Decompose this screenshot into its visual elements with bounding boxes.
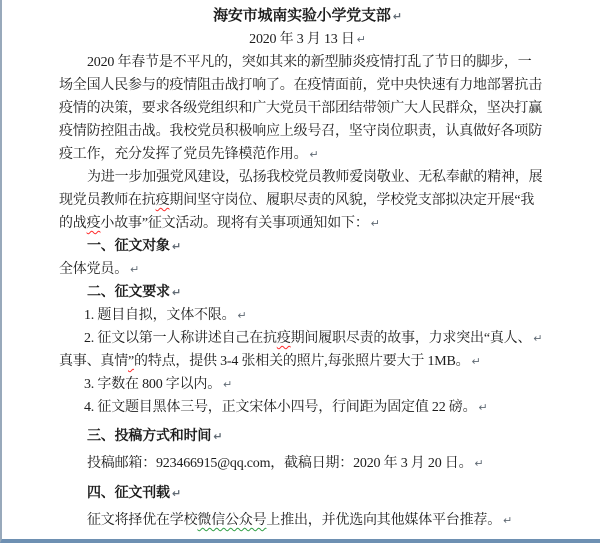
para1-line1 <box>59 51 556 74</box>
section-heading-4 <box>59 482 556 505</box>
text-run: 征文将择优在学校 <box>87 513 198 528</box>
paragraph-mark-icon: ↵ <box>213 430 223 443</box>
list-item-4 <box>59 396 556 419</box>
paragraph-mark-icon: ↵ <box>392 10 402 23</box>
list-item-3 <box>59 373 556 396</box>
paragraph-mark-icon: ↵ <box>370 217 380 230</box>
text-run: 为进一步加强党风建设，弘扬我校党员教师爱岗敬业、无私奉献的精神，展 <box>87 170 543 185</box>
text-run: 疫工作，充分发挥了党员先锋模范作用。 <box>59 147 308 162</box>
para1-line3 <box>59 97 556 120</box>
section4-body <box>59 509 556 532</box>
paragraph-mark-icon: ↵ <box>237 309 247 322</box>
text-run: 疫情的决策，要求各级党组织和广大党员干部团结带领广大人民群众，坚决打赢 <box>59 101 542 116</box>
text-run: 现党员教师在抗 <box>59 193 156 208</box>
paragraph-mark-icon: ↵ <box>171 240 182 253</box>
list-item-1 <box>59 304 556 327</box>
text-run: 2020 年 3 月 13 日 <box>249 32 355 47</box>
section-heading-1 <box>59 235 556 258</box>
para2-line3 <box>59 212 556 235</box>
text-run: 期间坚守岗位、履职尽责的风貌，学校党支部拟决定开展“我 <box>169 193 535 208</box>
text-run: 三、投稿方式和时间 <box>87 429 212 444</box>
text-run: 场全国人民参与的疫情阻击战打响了。在疫情面前，党中央快速有力地部署抗击 <box>59 78 542 93</box>
text-run: 投稿邮箱：923466915@qq.com，截稿日期：2020 年 3 月 20 日。 <box>87 456 473 471</box>
section-heading-2 <box>59 281 556 304</box>
para2-line1 <box>59 166 556 189</box>
text-run: 的特点，提供 3-4 张相关的照片,每张照片要大于 1MB。 <box>134 354 470 369</box>
text-run: 全体党员。 <box>59 262 128 277</box>
section1-body <box>59 258 556 281</box>
text-run: 二、征文要求 <box>87 285 170 300</box>
paragraph-mark-icon: ↵ <box>533 332 543 345</box>
spellcheck-flagged-text: 疫 <box>155 193 170 208</box>
text-run: 海安市城南实验小学党支部 <box>213 8 391 24</box>
paragraph-mark-icon: ↵ <box>171 286 182 299</box>
paragraph-mark-icon: ↵ <box>478 401 488 414</box>
para1-line2 <box>59 74 556 97</box>
paragraph-mark-icon: ↵ <box>474 457 484 470</box>
spellcheck-flagged-text: 疫 <box>86 216 101 231</box>
text-run: 期间履职尽责的故事，力求突出“真人、 <box>290 331 532 346</box>
spellcheck-flagged-text: ” <box>128 354 135 369</box>
paragraph-mark-icon: ↵ <box>471 355 481 368</box>
text-run: 2020 年春节是不平凡的，突如其来的新型肺炎疫情打乱了节日的脚步，一 <box>87 55 532 70</box>
text-run: 4. 征文题目黑体三号，正文宋体小四号，行间距为固定值 22 磅。 <box>84 400 477 415</box>
list-item-2-line1 <box>59 327 556 350</box>
text-run: 上推出，并优选向其他媒体平台推荐。 <box>266 513 502 528</box>
para1-line4 <box>59 120 556 143</box>
para1-line5 <box>59 143 556 166</box>
paragraph-mark-icon: ↵ <box>171 487 182 500</box>
section3-body <box>59 452 556 475</box>
paragraph-mark-icon: ↵ <box>356 33 366 46</box>
grammar-flagged-text: 微信公众号 <box>197 513 267 528</box>
paragraph-mark-icon: ↵ <box>503 514 513 527</box>
doc-date <box>59 28 556 51</box>
text-run: 真事、真情 <box>59 354 128 369</box>
text-run: 的战 <box>59 216 87 231</box>
text-run: 2. 征文以第一人称讲述自己在抗 <box>84 331 277 346</box>
section-heading-3 <box>59 425 556 448</box>
list-item-2-line2 <box>59 350 556 373</box>
text-run: 小故事”征文活动。现将有关事项通知如下： <box>100 216 369 231</box>
paragraph-mark-icon: ↵ <box>223 378 233 391</box>
doc-title <box>59 5 556 28</box>
paragraph-mark-icon: ↵ <box>130 263 140 276</box>
text-run: 四、征文刊载 <box>87 486 170 501</box>
paragraph-mark-icon: ↵ <box>309 148 319 161</box>
para2-line2 <box>59 189 556 212</box>
text-run: 一、征文对象 <box>87 239 170 254</box>
text-run: 1. 题目自拟，文体不限。 <box>84 308 236 323</box>
spellcheck-flagged-text: 疫 <box>276 331 291 346</box>
text-run: 3. 字数在 800 字以内。 <box>84 377 221 392</box>
text-run: 疫情防控阻击战。我校党员积极响应上级号召，坚守岗位职责，认真做好各项防 <box>59 124 542 139</box>
